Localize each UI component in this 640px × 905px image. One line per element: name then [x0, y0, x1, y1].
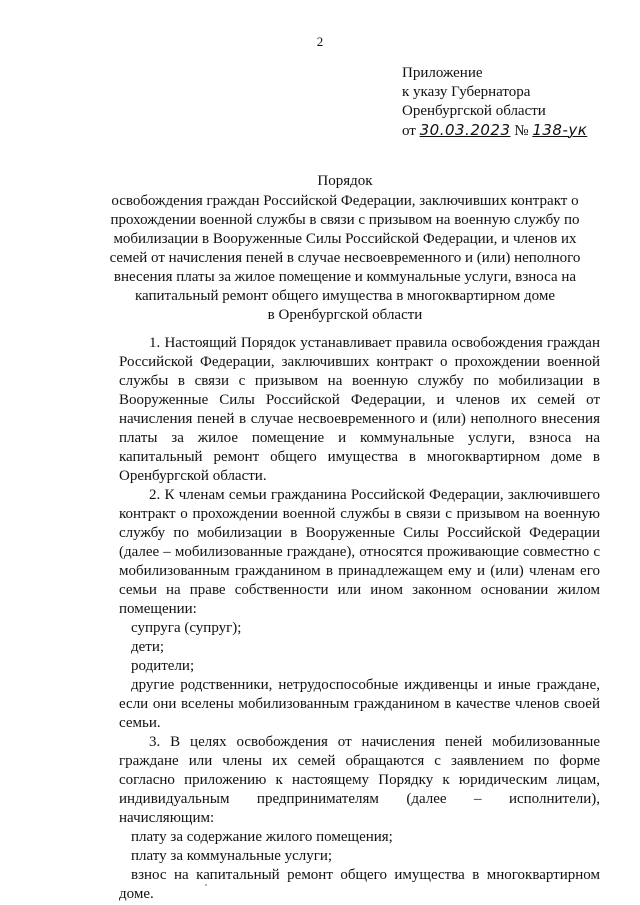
page-number: 2 — [316, 34, 324, 49]
title-heading: Порядок — [317, 173, 373, 189]
appendix-title: Приложение — [402, 65, 483, 81]
family-member-item: другие родственники, нетрудоспособные иждивенцы и иные граждане, если они вселены мобилизованным гражданином в качестве членов своей семьи. — [119, 677, 600, 731]
family-member-item: родители; — [131, 658, 195, 674]
decree-date: 30.03.2023 — [419, 121, 511, 139]
appendix-header — [402, 64, 622, 141]
scan-speck — [205, 884, 207, 886]
title-line: в Оренбургской области — [267, 307, 423, 323]
title-line: семей от начисления пеней в случае несвоевременного и (или) неполного — [109, 250, 581, 266]
title-line: прохождении военной службы в связи с призывом на военную службу по — [110, 212, 580, 228]
document-title — [80, 172, 610, 325]
appendix-decree-ref: к указу Губернатора — [402, 84, 531, 100]
title-line: внесения платы за жилое помещение и коммунальные услуги, взноса на — [113, 269, 577, 285]
paragraph-1: 1. Настоящий Порядок устанавливает правила освобождения граждан Российской Федерации, заключивших контракт о прохождении военной службы в связи с призывом на военную службу по мобилизации в Вооруженные Силы Российской Федерации, и членов их семей от начисления пеней в случае несвоевременного и (или) неполного внесения платы за жилое помещение и коммунальные услуги, взноса на капитальный ремонт общего имущества в многоквартирном доме в Оренбургской области. — [119, 335, 600, 484]
family-member-item: супруга (супруг); — [131, 620, 242, 636]
paragraph-3: 3. В целях освобождения от начисления пеней мобилизованные граждане или члены их семей обращаются с заявлением по форме согласно приложению к настоящему Порядку к юридическим лицам, индивидуальным предпринимателям (далее – исполнители), начисляющим: — [119, 734, 600, 826]
decree-number: 138-ук — [532, 121, 588, 139]
title-line: капитальный ремонт общего имущества в многоквартирном доме — [134, 288, 556, 304]
number-sign: № — [514, 123, 529, 139]
charge-item: плату за коммунальные услуги; — [131, 848, 333, 864]
family-member-item: дети; — [131, 639, 165, 655]
charge-item: взнос на капитальный ремонт общего имущества в многоквартирном доме. — [119, 867, 600, 902]
appendix-region: Оренбургской области — [402, 103, 546, 119]
appendix-date-line — [402, 121, 622, 141]
date-prefix: от — [402, 123, 416, 139]
title-line: освобождения граждан Российской Федерации, заключивших контракт о — [111, 193, 579, 209]
charge-item: плату за содержание жилого помещения; — [131, 829, 393, 845]
document-body — [119, 334, 600, 904]
title-line: мобилизации в Вооруженные Силы Российской Федерации, и членов их — [113, 231, 577, 247]
paragraph-2: 2. К членам семьи гражданина Российской Федерации, заключившего контракт о прохождении военной службы в связи с призывом на военную службу по мобилизации в Вооруженные Силы Российской Федерации (далее – мобилизованные граждане), относятся проживающие совместно с мобилизованным гражданином в принадлежащем ему и (или) членам его семьи на праве собственности или ином законном основании жилом помещении: — [119, 487, 600, 617]
